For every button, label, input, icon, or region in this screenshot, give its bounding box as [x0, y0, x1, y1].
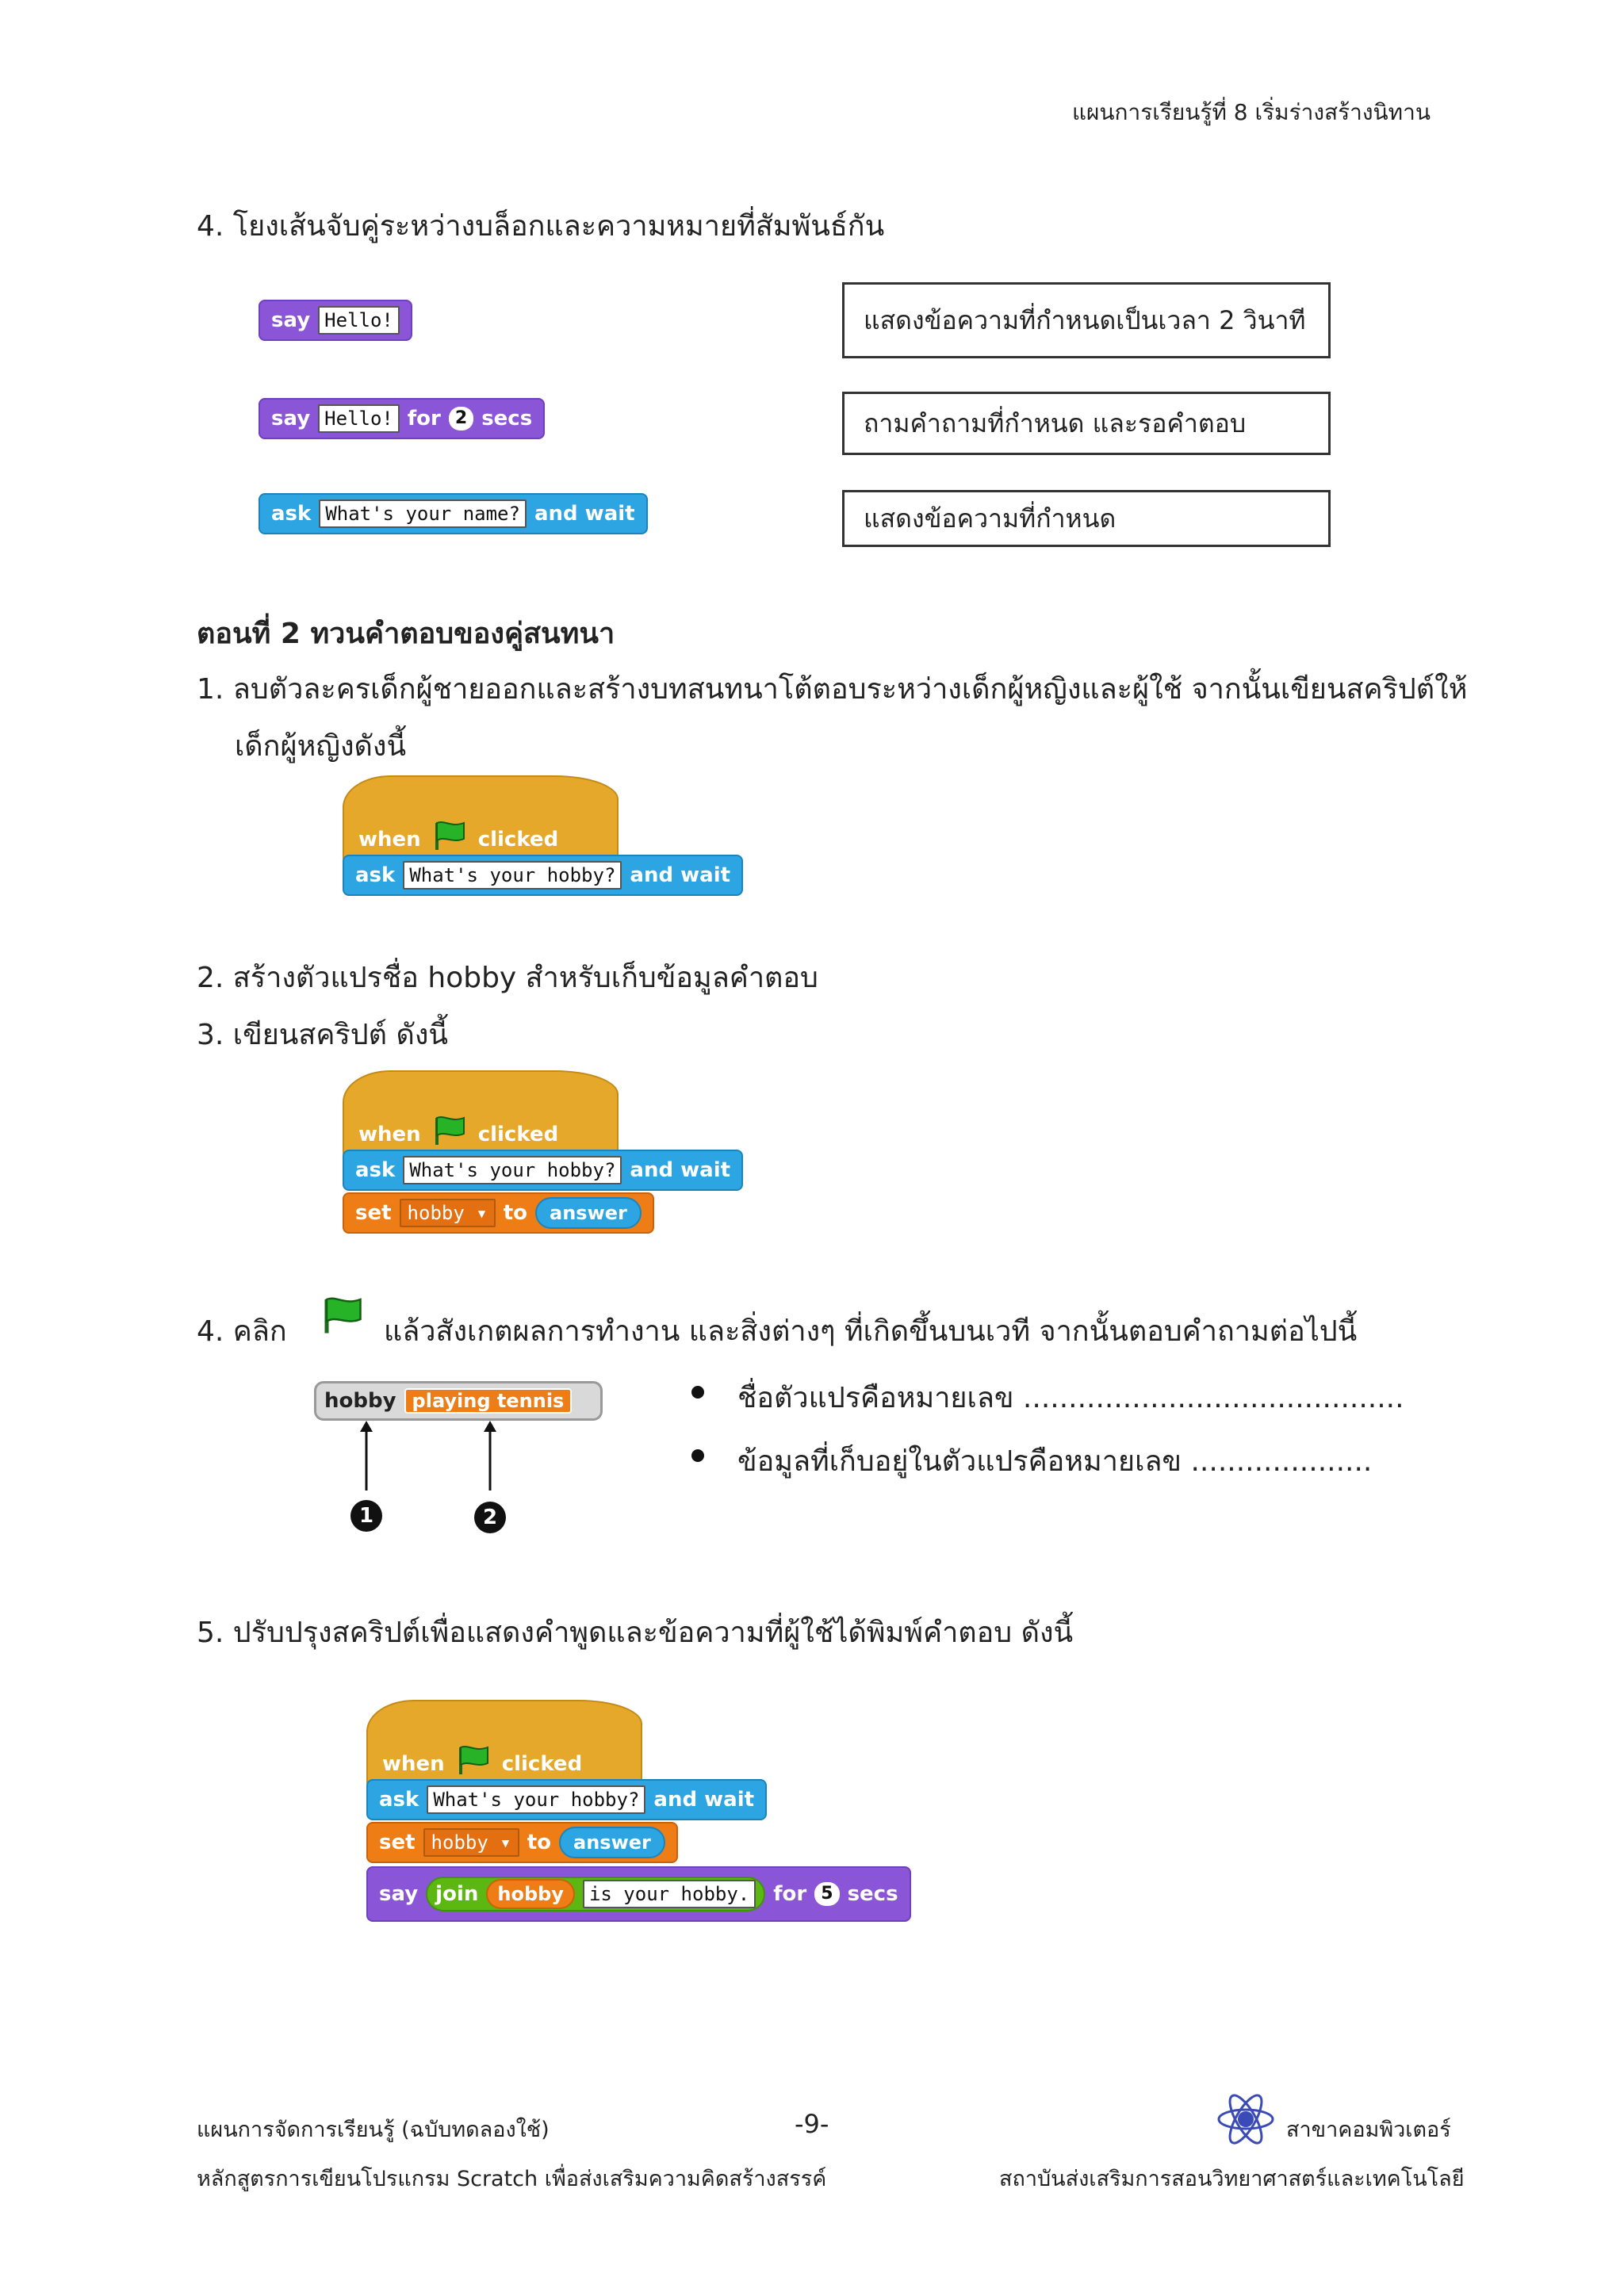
monitor-value: playing tennis [404, 1388, 573, 1414]
hobby-reporter: hobby [486, 1879, 575, 1909]
when-flag-clicked-block: when clicked [366, 1700, 642, 1789]
ask-text-slot: What's your hobby? [403, 861, 622, 890]
bullet-dot [691, 1386, 704, 1399]
matching-instruction: 4. โยงเส้นจับคู่ระหว่างบล็อกและความหมายที่สัมพันธ์กัน [197, 210, 885, 243]
footer-department: สาขาคอมพิวเตอร์ [1286, 2118, 1451, 2142]
question-1: ชื่อตัวแปรคือหมายเลข .......................................... [737, 1382, 1404, 1414]
step-2: 2. สร้างตัวแปรชื่อ hobby สำหรับเก็บข้อมูลคำตอบ [197, 962, 818, 994]
ask-text-slot: What's your name? [319, 499, 527, 528]
set-variable-block: set hobby ▾ to answer [366, 1822, 678, 1863]
variable-dropdown: hobby ▾ [400, 1199, 496, 1227]
bullet-dot [691, 1449, 704, 1462]
footer-institute: สถาบันส่งเสริมการสอนวิทยาศาสตร์และเทคโนโลยี [999, 2167, 1465, 2191]
join-operator: join hobby is your hobby. [426, 1877, 765, 1911]
green-flag-icon [456, 1744, 491, 1776]
pointer-arrows [349, 1421, 508, 1492]
step-4-instruction: แล้วสังเกตผลการทำงาน และสิ่งต่างๆ ที่เกิดขึ้นบนเวที จากนั้นตอบคำถามต่อไปนี้ [384, 1315, 1358, 1348]
answer-reporter: answer [559, 1827, 665, 1858]
say-text-slot: Hello! [318, 404, 400, 433]
chevron-down-icon: ▾ [476, 1202, 488, 1224]
lesson-header: แผนการเรียนรู้ที่ 8 เริ่มร่างสร้างนิทาน [1071, 99, 1431, 125]
ipst-logo-icon [1216, 2090, 1275, 2149]
green-flag-icon [432, 820, 467, 851]
meaning-box-2: ถามคำถามที่กำหนด และรอคำตอบ [842, 392, 1331, 455]
marker-2: 2 [474, 1502, 506, 1533]
ask-text-slot: What's your hobby? [427, 1785, 645, 1814]
page-number: -9- [795, 2109, 829, 2139]
step-3: 3. เขียนสคริปต์ ดังนี้ [197, 1019, 449, 1051]
step-5: 5. ปรับปรุงสคริปต์เพื่อแสดงคำพูดและข้อความที่ผู้ใช้ได้พิมพ์คำตอบ ดังนี้ [197, 1617, 1074, 1649]
ask-text-slot: What's your hobby? [403, 1156, 622, 1184]
secs-number-slot: 5 [814, 1882, 839, 1906]
variable-dropdown: hobby ▾ [423, 1828, 519, 1857]
join-text-slot: is your hobby. [583, 1880, 756, 1908]
meaning-box-1: แสดงข้อความที่กำหนดเป็นเวลา 2 วินาที [842, 282, 1331, 358]
section-heading: ตอนที่ 2 ทวนคำตอบของคู่สนทนา [197, 618, 615, 650]
marker-1: 1 [350, 1500, 382, 1532]
step-4-label: 4. คลิก [197, 1315, 287, 1348]
say-text-slot: Hello! [318, 306, 400, 335]
monitor-label: hobby [324, 1389, 396, 1413]
chevron-down-icon: ▾ [500, 1831, 511, 1854]
say-for-secs-block: say Hello! for 2 secs [259, 398, 545, 439]
when-flag-clicked-block: when clicked [343, 775, 619, 864]
ask-and-wait-block: ask What's your hobby? and wait [343, 855, 743, 896]
ask-and-wait-block: ask What's your hobby? and wait [343, 1150, 743, 1191]
footer-course-title: หลักสูตรการเขียนโปรแกรม Scratch เพื่อส่งเสริมความคิดสร้างสรรค์ [197, 2167, 827, 2191]
say-for-secs-block: say join hobby is your hobby. for 5 secs [366, 1866, 911, 1922]
when-flag-clicked-block: when clicked [343, 1070, 619, 1159]
ask-and-wait-block: ask What's your name? and wait [259, 493, 648, 534]
green-flag-icon [320, 1295, 365, 1335]
green-flag-icon [432, 1115, 467, 1146]
footer-plan-title: แผนการจัดการเรียนรู้ (ฉบับทดลองใช้) [197, 2118, 550, 2142]
set-variable-block: set hobby ▾ to answer [343, 1192, 654, 1234]
step-1-line-1: 1. ลบตัวละครเด็กผู้ชายออกและสร้างบทสนทนาโต้ตอบระหว่างเด็กผู้หญิงและผู้ใช้ จากนั้นเขียนสคริปต์ให้ [197, 673, 1468, 706]
secs-number-slot: 2 [449, 407, 473, 430]
answer-reporter: answer [535, 1197, 642, 1229]
variable-monitor [314, 1381, 603, 1421]
meaning-box-3: แสดงข้อความที่กำหนด [842, 490, 1331, 547]
step-1-line-2: เด็กผู้หญิงดังนี้ [235, 730, 407, 763]
question-2: ข้อมูลที่เก็บอยู่ในตัวแปรคือหมายเลข .................... [737, 1445, 1373, 1478]
say-block: say Hello! [259, 300, 412, 341]
ask-and-wait-block: ask What's your hobby? and wait [366, 1779, 767, 1820]
